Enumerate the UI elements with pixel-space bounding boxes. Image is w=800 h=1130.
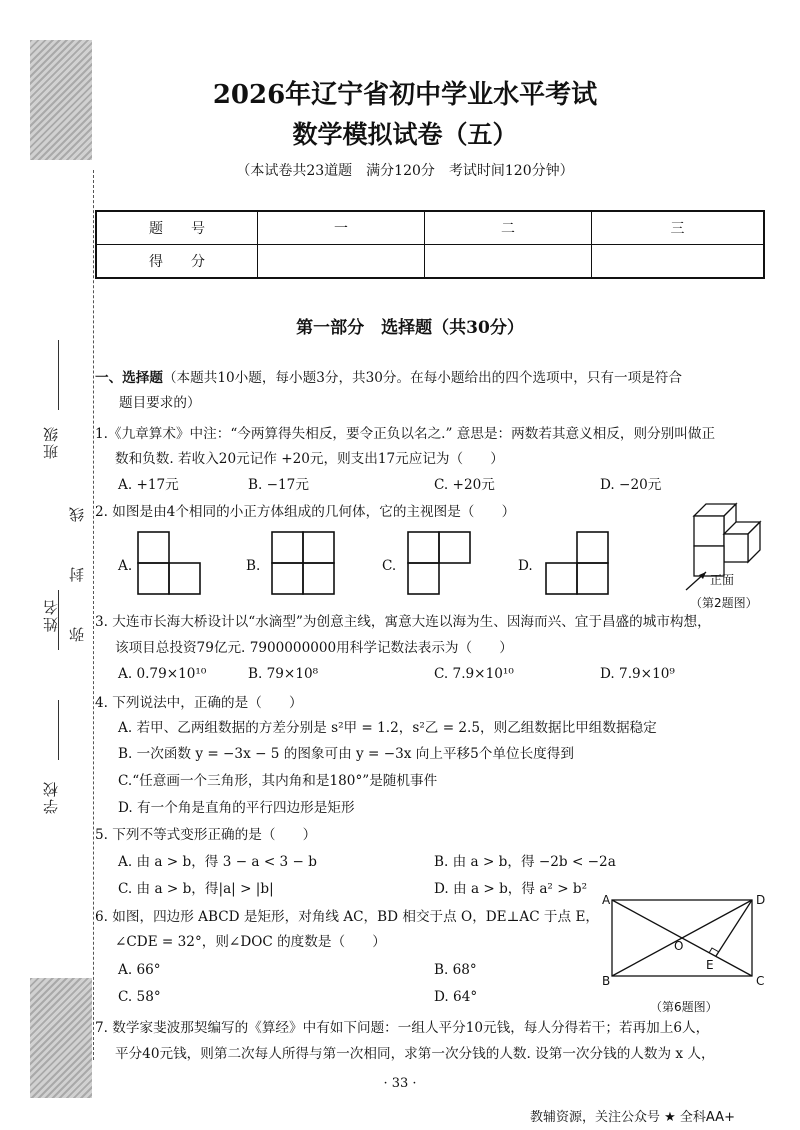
- q6-point-e: E: [706, 958, 714, 972]
- q6-option-a[interactable]: A. 66°: [118, 962, 161, 978]
- q5-option-c[interactable]: C. 由 a > b，得|a| > |b|: [118, 881, 274, 897]
- q2-option-b[interactable]: B.: [246, 558, 261, 574]
- score-table: [95, 210, 765, 279]
- q1-stem-line2: 数和负数. 若收入20元记作 +20元，则支出17元应记为（ ）: [115, 451, 504, 467]
- q4-stem: 4. 下列说法中，正确的是（ ）: [95, 695, 303, 711]
- exam-title: 2026年辽宁省初中学业水平考试: [212, 80, 598, 110]
- score-table-cell: 三: [591, 211, 764, 245]
- q3-stem-line1: 3. 大连市长海大桥设计以“水滴型”为创意主线，寓意大连以海为生、因海而兴、宜于昌盛的城市构想，: [95, 614, 711, 630]
- q1-option-a[interactable]: A. +17元: [118, 477, 179, 493]
- seal-char-line: 线: [68, 505, 86, 522]
- q6-point-o: O: [674, 939, 684, 953]
- score-blank-cell[interactable]: [591, 245, 764, 279]
- q6-point-a: A: [602, 893, 611, 907]
- q6-figure-caption: （第6题图）: [650, 1000, 718, 1014]
- q2-option-d-view: [544, 530, 610, 596]
- q6-option-c[interactable]: C. 58°: [118, 989, 161, 1005]
- exam-info: （本试卷共23道题 满分120分 考试时间120分钟）: [236, 163, 574, 179]
- q1-stem-line1: 1.《九章算术》中注：“今两算得失相反，要令正负以名之.” 意思是：两数若其意义相反，则分别叫做正: [95, 426, 716, 442]
- q1-option-c[interactable]: C. +20元: [434, 477, 495, 493]
- section-heading: 第一部分 选择题（共30分）: [296, 318, 524, 338]
- exam-subtitle: 数学模拟试卷（五）: [292, 120, 518, 149]
- score-blank-cell[interactable]: [424, 245, 591, 279]
- score-table-cell: 得 分: [96, 245, 258, 279]
- seal-char-mi: 弥: [68, 625, 86, 642]
- q1-option-d[interactable]: D. −20元: [600, 477, 662, 493]
- q2-option-a[interactable]: A.: [118, 558, 133, 574]
- part-intro: [95, 368, 682, 388]
- q2-stem: 2. 如图是由4个相同的小正方体组成的几何体，它的主视图是（ ）: [95, 504, 516, 520]
- part-intro-text: （本题共10小题，每小题3分，共30分。在每小题给出的四个选项中，只有一项是符合: [162, 370, 682, 386]
- q3-stem-line2: 该项目总投资79亿元. 7900000000用科学记数法表示为（ ）: [115, 640, 513, 656]
- binding-dashed-line: [93, 170, 94, 1060]
- q5-option-b[interactable]: B. 由 a > b，得 −2b < −2a: [434, 854, 616, 870]
- binding-margin-strip: [0, 0, 120, 1130]
- q5-stem: 5. 下列不等式变形正确的是（ ）: [95, 827, 317, 843]
- score-blank-cell[interactable]: [258, 245, 425, 279]
- q4-option-d[interactable]: D. 有一个角是直角的平行四边形是矩形: [118, 800, 355, 816]
- scan-shadow-bottom: [30, 978, 92, 1098]
- q2-option-d[interactable]: D.: [518, 558, 533, 574]
- q3-option-c[interactable]: C. 7.9×10¹⁰: [434, 666, 514, 682]
- q6-point-d: D: [756, 893, 766, 907]
- part-intro-label: 一、选择题: [95, 370, 163, 386]
- scan-shadow-top: [30, 40, 92, 160]
- score-table-header-row: [96, 211, 764, 245]
- q4-option-a[interactable]: A. 若甲、乙两组数据的方差分别是 s²甲 = 1.2，s²乙 = 2.5，则乙组数据比甲组数据稳定: [118, 720, 657, 736]
- seal-char-seal: 封: [68, 565, 86, 582]
- q4-option-b[interactable]: B. 一次函数 y = −3x − 5 的图象可由 y = −3x 向上平移5个单位长度得到: [118, 746, 574, 762]
- q1-option-b[interactable]: B. −17元: [248, 477, 309, 493]
- school-label: 学校: [42, 780, 60, 814]
- q3-option-b[interactable]: B. 79×10⁸: [248, 666, 319, 682]
- score-table-cell: 二: [424, 211, 591, 245]
- school-blank-line: [58, 700, 59, 760]
- q7-stem-line2: 平分40元钱，则第二次每人所得与第一次相同，求第一次分钱的人数. 设第一次分钱的人数为 x 人，: [115, 1046, 715, 1062]
- part-intro-cont: 题目要求的）: [119, 395, 201, 411]
- q2-option-c[interactable]: C.: [382, 558, 397, 574]
- q5-option-a[interactable]: A. 由 a > b，得 3 − a < 3 − b: [118, 854, 317, 870]
- score-table-cell: 一: [258, 211, 425, 245]
- q6-stem-line2: ∠CDE = 32°，则∠DOC 的度数是（ ）: [115, 934, 386, 950]
- name-label: 姓名: [42, 598, 60, 632]
- score-table-cell: 题 号: [96, 211, 258, 245]
- page-number: · 33 ·: [383, 1076, 417, 1091]
- footer-note: 教辅资源，关注公众号 ★ 全科AA+: [530, 1110, 735, 1125]
- q6-option-b[interactable]: B. 68°: [434, 962, 477, 978]
- q2-figure-caption: （第2题图）: [690, 596, 758, 610]
- class-label: 班级: [42, 425, 60, 459]
- q3-option-d[interactable]: D. 7.9×10⁹: [600, 666, 675, 682]
- q2-option-b-view: [270, 530, 336, 596]
- q6-stem-line1: 6. 如图，四边形 ABCD 是矩形，对角线 AC，BD 相交于点 O，DE⊥AC 于点 E，: [95, 909, 599, 925]
- class-blank-line: [58, 340, 59, 410]
- score-table-score-row: [96, 245, 764, 279]
- q2-option-a-view: [136, 530, 202, 596]
- q7-stem-line1: 7. 数学家斐波那契编写的《算经》中有如下问题：一组人平分10元钱，每人分得若干；若再加上6人，: [95, 1020, 710, 1036]
- q2-option-c-view: [406, 530, 472, 596]
- q2-front-label: 正面: [710, 573, 735, 587]
- q5-option-d[interactable]: D. 由 a > b，得 a² > b²: [434, 881, 588, 897]
- q6-point-b: B: [602, 974, 611, 988]
- q4-option-c[interactable]: C.“任意画一个三角形，其内角和是180°”是随机事件: [118, 773, 438, 789]
- q6-point-c: C: [756, 974, 765, 988]
- q6-option-d[interactable]: D. 64°: [434, 989, 478, 1005]
- q3-option-a[interactable]: A. 0.79×10¹⁰: [118, 666, 207, 682]
